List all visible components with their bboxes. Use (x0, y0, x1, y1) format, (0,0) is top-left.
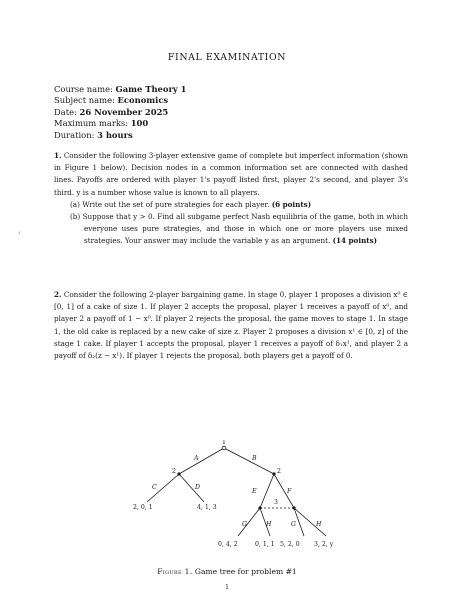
duration-label: Duration: (54, 129, 95, 140)
edge-a (179, 448, 224, 474)
duration-value: 3 hours (97, 129, 133, 140)
marks-label: Maximum marks: (54, 118, 129, 129)
marks-value: 100 (130, 118, 149, 129)
action-eg-label: G (242, 521, 247, 528)
root-player-label: 1 (222, 440, 226, 446)
duration-row (54, 130, 187, 141)
marks-row (54, 118, 187, 129)
question-1b-text: Suppose that y > 0. Find all subgame perfect Nash equilibria of the game, both in which everyone uses pure strategies, and those in which one or more players use mixed strategies. Your answer may include the variable y as an argument. (82, 212, 408, 246)
date-value: 26 November 2025 (79, 106, 169, 117)
action-c-label: C (152, 484, 157, 491)
player-3-node-e (258, 506, 261, 509)
figure-caption-label: Figure 1. (157, 567, 193, 576)
subject-value: Economics (117, 95, 169, 106)
question-1a (70, 199, 408, 211)
course-row (54, 84, 187, 95)
action-fh-label: H (316, 521, 322, 528)
edge-b (224, 448, 274, 474)
exam-metadata (54, 84, 187, 141)
question-1b (70, 211, 408, 248)
question-1-intro (54, 150, 408, 199)
question-1b-points: (14 points) (332, 236, 378, 246)
course-label: Course name: (54, 84, 113, 94)
game-tree-figure (100, 440, 360, 560)
payoff-eh: 0, 1, 1 (255, 541, 275, 548)
question-1-number: 1. (54, 151, 62, 160)
player-2-left-node (177, 472, 180, 475)
action-eh-label: H (266, 521, 272, 528)
subject-label: Subject name: (54, 95, 115, 106)
payoff-c: 2, 0, 1 (133, 504, 153, 511)
action-f-label: F (287, 488, 292, 495)
question-2-text: Consider the following 2-player bargaining game. In stage 0, player 1 proposes a division x⁰ ∈ [0, 1] of a cake of size 1. If player 2 accepts the proposal, player 1 receives a payoff of x⁰, and player 2 a payoff of 1 − x⁰. If player 2 rejects the proposal, the game moves to stage 1. In stage 1, the old cake is replaced by a new cake of size z. Player 2 proposes a division x¹ ∈ [0, z] of the stage 1 cake. If player 1 accepts the proposal, player 1 receives a payoff of δ₁x¹, and player 2 a payoff of δ₂(z − x¹). If player 1 rejects the proposal, both players get a payoff of 0. (54, 290, 408, 361)
page-number: 1 (225, 584, 229, 591)
action-d-label: D (195, 484, 200, 491)
root-node (222, 446, 226, 450)
action-b-label: B (252, 455, 257, 462)
subject-row (54, 95, 187, 106)
right-player-label: 2 (277, 468, 281, 475)
question-2 (54, 289, 408, 362)
date-label: Date: (54, 106, 77, 117)
player-3-node-f (292, 506, 295, 509)
left-player-label: 2 (172, 468, 176, 475)
exam-title: FINAL EXAMINATION (167, 52, 287, 63)
action-a-label: A (194, 455, 199, 462)
payoff-eg: 0, 4, 2 (218, 541, 238, 548)
question-1a-label: (a) (70, 199, 80, 209)
info-set-player-label: 3 (274, 499, 278, 506)
player-2-right-node (272, 472, 275, 475)
payoff-fh: 3, 2, y (314, 541, 334, 548)
action-fg-label: G (291, 521, 296, 528)
question-1a-points: (6 points) (271, 199, 312, 209)
edge-d (179, 474, 204, 502)
question-1a-text: Write out the set of pure strategies for each player. (82, 199, 270, 209)
figure-caption-text: Game tree for problem #1 (194, 567, 297, 576)
question-1b-label: (b) (70, 212, 81, 222)
question-1 (54, 150, 408, 248)
edge-e (260, 474, 274, 508)
course-value: Game Theory 1 (115, 84, 187, 94)
payoff-fg: 5, 2, 0 (280, 541, 300, 548)
question-2-number: 2. (54, 290, 62, 299)
payoff-d: 4, 1, 3 (197, 504, 217, 511)
margin-mark: ‹ (18, 229, 21, 237)
action-e-label: E (252, 488, 257, 495)
question-1-text: Consider the following 3-player extensive game of complete but imperfect information (shown in Figure 1 below). Decision nodes in a common information set are connected with dashed lines. Payoffs are ordered with player 1's payoff listed first, player 2's second, and player 3's third. y is a number whose value is known to all players. (54, 151, 408, 197)
figure-caption (0, 567, 454, 576)
date-row (54, 107, 187, 118)
